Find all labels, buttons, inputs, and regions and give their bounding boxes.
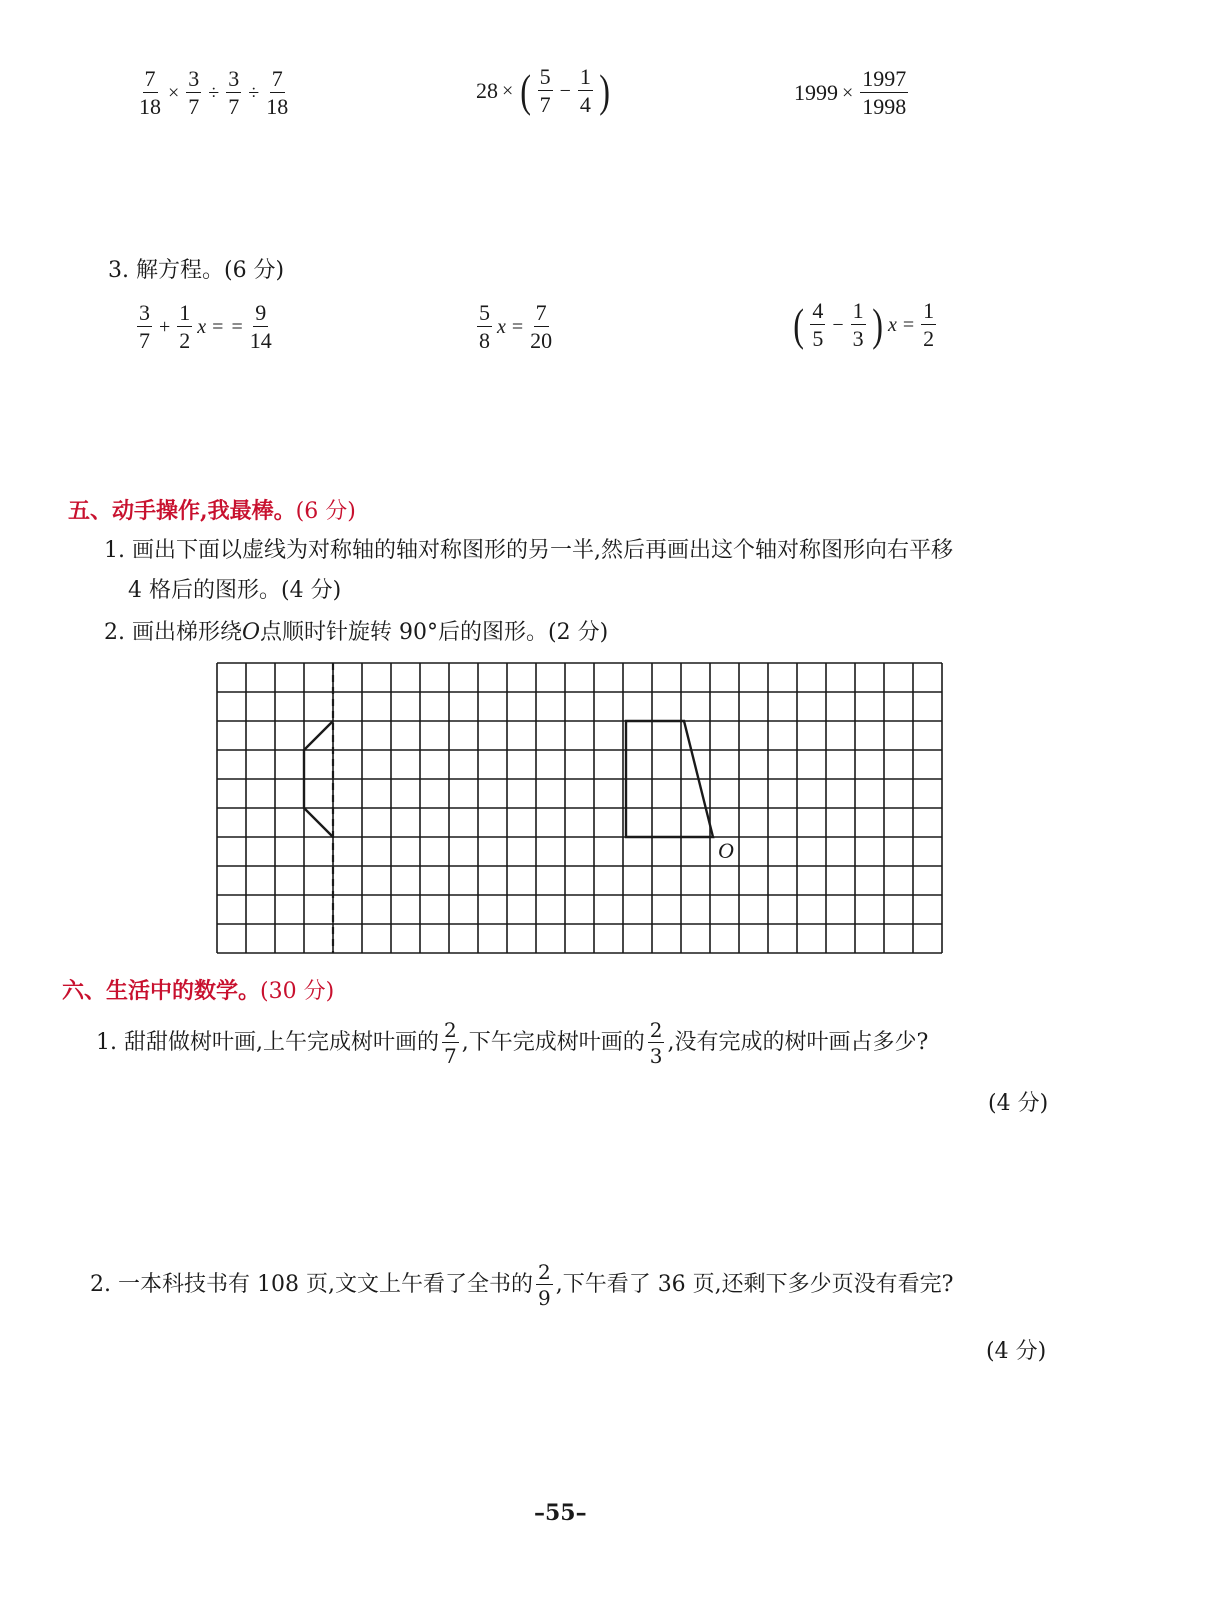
fraction: $\frac{1997}{1998}$ [862,66,907,119]
fraction: $\frac{7}{18}$ [139,66,161,119]
page-number: –55– [534,1500,587,1526]
section-5-item-1-line-1: 1. 画出下面以虚线为对称轴的轴对称图形的另一半,然后再画出这个轴对称图形向右平移 [104,538,953,563]
section-5-item-1-line-2: 4 格后的图形。(4 分) [128,578,342,603]
q3-title: 3. 解方程。(6 分) [108,258,285,283]
section-6-question-2: 2. 一本科技书有 108 页,文文上午看了全书的 $\frac{2}{9}$ ,下午看了 36 页,还剩下多少页没有看完? [90,1260,954,1310]
fraction: $\frac{3}{7}$ [188,66,200,119]
question-2-score: (4 分) [986,1339,1047,1364]
equation-3: ( $\frac{4}{5}$ − $\frac{1}{3}$ ) x = $\frac{1}{2}$ [793,298,935,351]
section-5-heading: 五、动手操作,我最棒。(6 分) [68,498,356,524]
calc-expression-2: 28 × ( $\frac{5}{7}$ − $\frac{1}{4}$ ) [476,64,610,117]
fraction: $\frac{7}{18}$ [266,66,289,119]
fraction: $\frac{1}{4}$ [579,64,591,117]
calc-expression-1: $\frac{7}{18}$ × $\frac{3}{7}$ ÷ $\frac{3}{7}$ ÷ $\frac{7}{18}$ [139,66,289,119]
fraction: $\frac{3}{7}$ [228,66,240,119]
equation-2: $\frac{5}{8}$ x = $\frac{7}{20}$ [479,300,553,353]
fraction: $\frac{5}{7}$ [539,64,551,117]
equation-1: $\frac{3}{7}$ + $\frac{1}{2}$ x = = $\frac{9}{14}$ [139,300,272,353]
question-1-score: (4 分) [988,1091,1049,1116]
point-o-label: O [718,838,734,863]
calc-expression-3: 1999 × $\frac{1997}{1998}$ [794,66,907,119]
section-6-heading: 六、生活中的数学。(30 分) [62,978,335,1004]
section-5-item-2: 2. 画出梯形绕 O 点顺时针旋转 90°后的图形。(2 分) [104,620,609,645]
section-6-question-1: 1. 甜甜做树叶画,上午完成树叶画的 $\frac{2}{7}$ ,下午完成树叶画的 $\frac{2}{3}$ ,没有完成的树叶画占多少? [96,1018,929,1068]
